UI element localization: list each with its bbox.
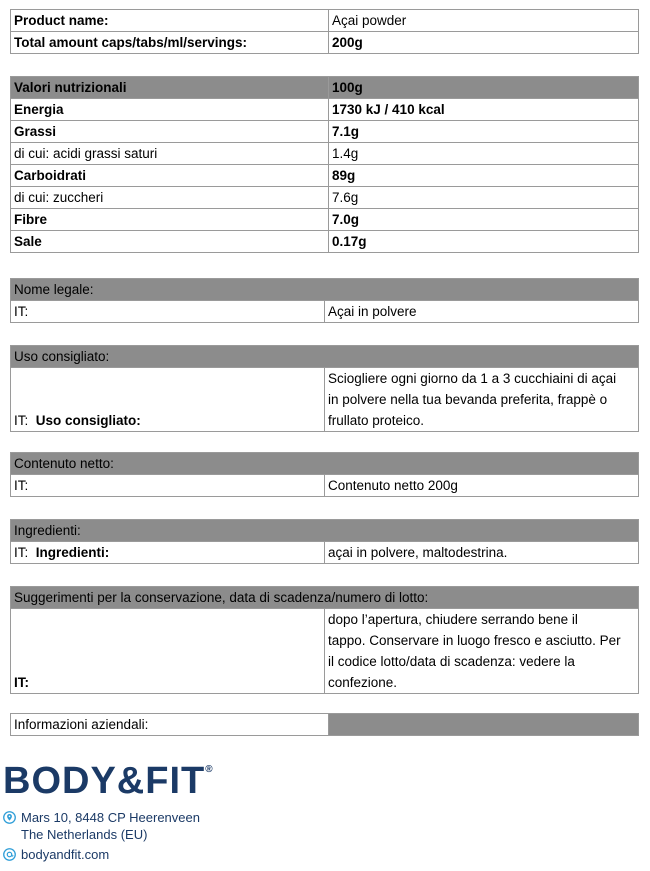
company-address: [3, 809, 200, 843]
company-header: Informazioni aziendali:: [11, 714, 329, 736]
nutrition-row: [11, 187, 639, 209]
net-content-header: Contenuto netto:: [11, 453, 639, 475]
location-pin-icon: [3, 811, 16, 824]
nutrition-header-value: 100g: [329, 77, 639, 99]
legal-name-lang: IT:: [11, 301, 325, 323]
nutrition-row: [11, 99, 639, 121]
usage-text: [325, 368, 639, 432]
registered-mark: ®: [205, 764, 214, 775]
usage-label-cell: [11, 368, 325, 432]
ingredients-lang: IT:: [14, 545, 29, 560]
ingredients-label-cell: [11, 542, 325, 564]
table-row: [11, 301, 639, 323]
nutrition-row-label: Fibre: [11, 209, 329, 231]
nutrition-row-value: 1730 kJ / 410 kcal: [329, 99, 639, 121]
section-header-row: [11, 587, 639, 609]
nutrition-row-label: Carboidrati: [11, 165, 329, 187]
usage-lang: IT:: [14, 413, 29, 428]
table-row: [11, 542, 639, 564]
company-website[interactable]: [3, 846, 109, 863]
nutrition-row-label: Grassi: [11, 121, 329, 143]
ingredients-header: Ingredienti:: [11, 520, 639, 542]
table-row: [11, 609, 639, 694]
section-header-row: [11, 346, 639, 368]
ingredients-value: açai in polvere, maltodestrina.: [325, 542, 639, 564]
nutrition-row-label: Energia: [11, 99, 329, 121]
net-content-lang: IT:: [11, 475, 325, 497]
nutrition-rows: [11, 99, 639, 253]
legal-name-value: Açai in polvere: [325, 301, 639, 323]
section-header-row: [11, 279, 639, 301]
nutrition-row: [11, 209, 639, 231]
product-name-label: Product name:: [11, 10, 329, 32]
usage-label: Uso consigliato:: [35, 413, 141, 428]
storage-text: [325, 609, 639, 694]
legal-name-table: [10, 278, 639, 323]
nutrition-row-value: 0.17g: [329, 231, 639, 253]
web-at-icon: [3, 848, 16, 861]
usage-table: [10, 345, 639, 432]
address-line-2: The Netherlands (EU): [21, 827, 148, 842]
total-amount-label: Total amount caps/tabs/ml/servings:: [11, 32, 329, 54]
table-row: [11, 368, 639, 432]
net-content-table: [10, 452, 639, 497]
table-row: [11, 475, 639, 497]
nutrition-table: [10, 76, 639, 253]
nutrition-row: [11, 121, 639, 143]
nutrition-row-value: 7.0g: [329, 209, 639, 231]
table-row: [11, 10, 639, 32]
company-table: [10, 713, 639, 736]
nutrition-row-label: di cui: acidi grassi saturi: [11, 143, 329, 165]
net-content-value: Contenuto netto 200g: [325, 475, 639, 497]
nutrition-row: [11, 165, 639, 187]
usage-header: Uso consigliato:: [11, 346, 639, 368]
nutrition-header-row: [11, 77, 639, 99]
legal-name-header: Nome legale:: [11, 279, 639, 301]
nutrition-header-label: Valori nutrizionali: [11, 77, 329, 99]
usage-line: frullato proteico.: [328, 413, 425, 428]
company-header-filler: [329, 714, 639, 736]
website-link[interactable]: bodyandfit.com: [21, 847, 110, 862]
usage-line: Sciogliere ogni giorno da 1 a 3 cucchiaini di açai: [328, 371, 617, 386]
address-line-1: Mars 10, 8448 CP Heerenveen: [21, 810, 200, 825]
storage-header: Suggerimenti per la conservazione, data di scadenza/numero di lotto:: [11, 587, 639, 609]
storage-table: [10, 586, 639, 694]
nutrition-row: [11, 143, 639, 165]
storage-line: tappo. Conservare in luogo fresco e asciutto. Per: [328, 633, 621, 648]
product-table: [10, 9, 639, 54]
nutrition-row: [11, 231, 639, 253]
nutrition-row-label: Sale: [11, 231, 329, 253]
table-row: [11, 714, 639, 736]
storage-lang: IT:: [11, 609, 325, 694]
nutrition-row-value: 89g: [329, 165, 639, 187]
ingredients-table: [10, 519, 639, 564]
logo-text: BODY&FIT: [3, 760, 206, 802]
nutrition-row-value: 7.6g: [329, 187, 639, 209]
nutrition-row-label: di cui: zuccheri: [11, 187, 329, 209]
section-header-row: [11, 520, 639, 542]
table-row: [11, 32, 639, 54]
nutrition-row-value: 1.4g: [329, 143, 639, 165]
storage-line: dopo l’apertura, chiudere serrando bene il: [328, 612, 578, 627]
usage-line: in polvere nella tua bevanda preferita, frappè o: [328, 392, 608, 407]
section-header-row: [11, 453, 639, 475]
ingredients-label: Ingredienti:: [35, 545, 110, 560]
nutrition-row-value: 7.1g: [329, 121, 639, 143]
storage-line: confezione.: [328, 675, 398, 690]
storage-line: il codice lotto/data di scadenza: vedere la: [328, 654, 575, 669]
product-name-value: Açai powder: [329, 10, 639, 32]
body-and-fit-logo: [3, 760, 214, 803]
total-amount-value: 200g: [329, 32, 639, 54]
